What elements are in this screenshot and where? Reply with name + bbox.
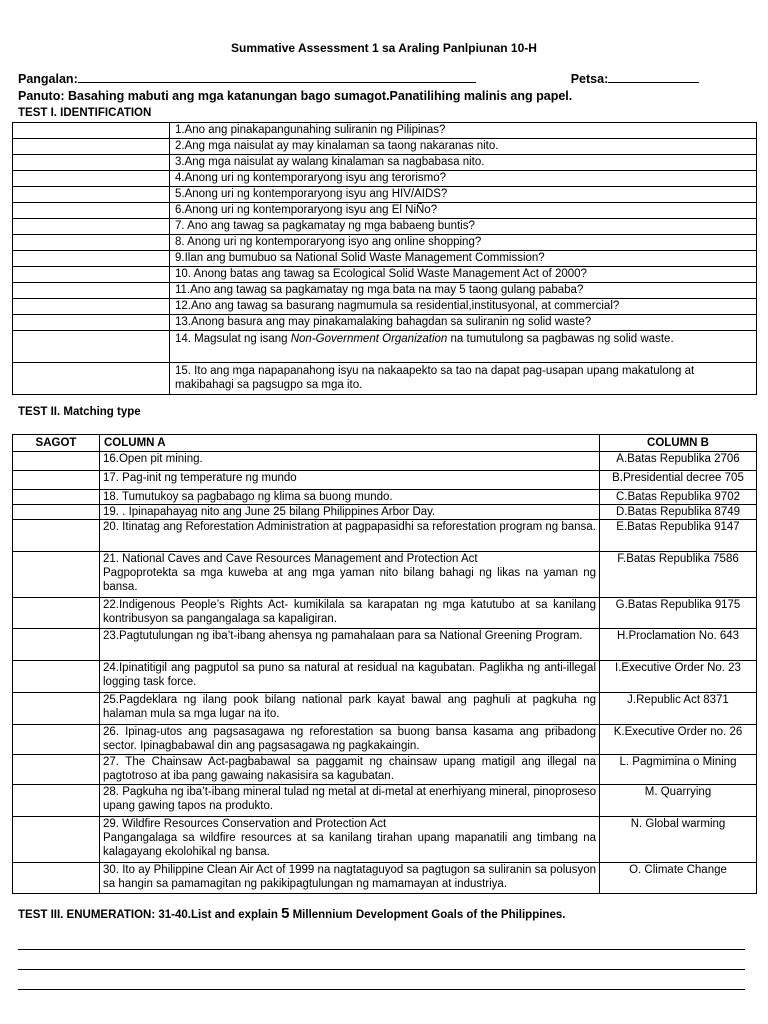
date-label: Petsa: xyxy=(570,72,609,86)
test1-title: TEST I. IDENTIFICATION xyxy=(18,107,152,119)
answer-cell[interactable] xyxy=(13,331,170,363)
identification-row xyxy=(13,171,757,187)
column-b-item: I.Executive Order No. 23 xyxy=(600,661,757,693)
question-text: 2.Ang mga naisulat ay may kinalaman sa taong nakaranas nito. xyxy=(170,139,757,155)
column-b-header: COLUMN B xyxy=(600,435,757,452)
name-field[interactable] xyxy=(78,71,476,83)
column-a-text: 17. Pag-init ng temperature ng mundo xyxy=(103,472,297,484)
item14-post: na tumutulong sa pagbawas ng solid waste. xyxy=(447,333,674,345)
answer-cell[interactable] xyxy=(13,203,170,219)
question-text: 8. Anong uri ng kontemporaryong isyo ang online shopping? xyxy=(170,235,757,251)
matching-row xyxy=(13,471,757,490)
column-a-item xyxy=(100,661,600,693)
sagot-cell[interactable] xyxy=(13,598,100,629)
column-a-text: 29. Wildfire Resources Conservation and Protection Act xyxy=(103,818,387,830)
question-text: 11.Ano ang tawag sa pagkamatay ng mga bata na may 5 taong gulang pababa? xyxy=(170,283,757,299)
column-a-item xyxy=(100,725,600,755)
item14-emphasis: Non-Government Organization xyxy=(290,333,448,345)
instructions: Panuto: Basahing mabuti ang mga katanungan bago sumagot.Panatilihing malinis ang papel. xyxy=(18,89,573,103)
sagot-cell[interactable] xyxy=(13,661,100,693)
column-a-text: 19. . Ipinapahayag nito ang June 25 bilang Philippines Arbor Day. xyxy=(103,506,436,518)
column-a-text: 26. Ipinag-utos ang pagsasagawa ng reforestation sa buong bansa kasama ang pribadong sector. Ipinagbabawal din ang pagsasagawa ng pagkakaingin. xyxy=(103,726,596,752)
identification-row xyxy=(13,363,757,395)
column-a-text: 25.Pagdeklara ng ilang pook bilang national park kayat bawal ang paghuli at pagkuha ng halaman mula sa mga lugar na ito. xyxy=(103,694,596,720)
question-text xyxy=(170,331,757,363)
matching-row xyxy=(13,598,757,629)
answer-line[interactable] xyxy=(18,950,745,970)
name-label: Pangalan: xyxy=(18,72,78,86)
item14-pre: 14. Magsulat ng isang xyxy=(175,333,291,345)
test3-title-pre: TEST III. ENUMERATION: 31-40.List and explain xyxy=(18,909,282,921)
column-a-text: 27. The Chainsaw Act-pagbabawal sa paggamit ng chainsaw upang matigil ang illegal na pagtotroso at iba pang gawaing nakasisira sa kagubatan. xyxy=(103,756,596,782)
column-a-item xyxy=(100,452,600,471)
column-b-item: K.Executive Order no. 26 xyxy=(600,725,757,755)
page-title: Summative Assessment 1 sa Araling Panlpiunan 10-H xyxy=(231,41,537,55)
column-a-item xyxy=(100,552,600,598)
answer-line[interactable] xyxy=(18,930,745,950)
question-text: 5.Anong uri ng kontemporaryong isyu ang HIV/AIDS? xyxy=(170,187,757,203)
matching-row xyxy=(13,452,757,471)
matching-row xyxy=(13,552,757,598)
column-b-item: B.Presidential decree 705 xyxy=(600,471,757,490)
sagot-cell[interactable] xyxy=(13,629,100,661)
column-b-item: M. Quarrying xyxy=(600,785,757,817)
test3-title-number: 5 xyxy=(281,905,290,922)
column-a-item xyxy=(100,629,600,661)
matching-row xyxy=(13,505,757,520)
column-b-item: C.Batas Republika 9702 xyxy=(600,490,757,505)
sagot-cell[interactable] xyxy=(13,863,100,894)
column-a-item xyxy=(100,785,600,817)
column-a-header: COLUMN A xyxy=(100,435,600,452)
identification-row xyxy=(13,235,757,251)
identification-row xyxy=(13,187,757,203)
identification-row xyxy=(13,123,757,139)
sagot-cell[interactable] xyxy=(13,505,100,520)
answer-cell[interactable] xyxy=(13,235,170,251)
column-b-item: N. Global warming xyxy=(600,817,757,863)
question-text: 3.Ang mga naisulat ay walang kinalaman sa nagbabasa nito. xyxy=(170,155,757,171)
question-text: 7. Ano ang tawag sa pagkamatay ng mga babaeng buntis? xyxy=(170,219,757,235)
column-a-text: 16.Open pit mining. xyxy=(103,453,203,465)
column-a-item xyxy=(100,693,600,725)
identification-row xyxy=(13,203,757,219)
sagot-cell[interactable] xyxy=(13,785,100,817)
column-a-item xyxy=(100,505,600,520)
column-b-item: H.Proclamation No. 643 xyxy=(600,629,757,661)
answer-cell[interactable] xyxy=(13,155,170,171)
answer-cell[interactable] xyxy=(13,315,170,331)
sagot-cell[interactable] xyxy=(13,490,100,505)
enumeration-answer-lines xyxy=(18,930,745,990)
answer-cell[interactable] xyxy=(13,219,170,235)
column-b-item: G.Batas Republika 9175 xyxy=(600,598,757,629)
sagot-cell[interactable] xyxy=(13,520,100,552)
date-field[interactable] xyxy=(608,71,699,83)
sagot-cell[interactable] xyxy=(13,452,100,471)
test2-title: TEST II. Matching type xyxy=(18,406,141,418)
question-text: 15. Ito ang mga napapanahong isyu na nakaapekto sa tao na dapat pag-usapan upang makatulong at makibahagi sa pagsugpo sa mga ito. xyxy=(170,363,757,395)
matching-row xyxy=(13,693,757,725)
column-a-item xyxy=(100,490,600,505)
identification-row xyxy=(13,331,757,363)
answer-cell[interactable] xyxy=(13,283,170,299)
sagot-cell[interactable] xyxy=(13,693,100,725)
column-b-item: A.Batas Republika 2706 xyxy=(600,452,757,471)
column-a-text: 24.Ipinatitigil ang pagputol sa puno sa natural at residual na kagubatan. Paglikha ng anti-illegal logging task force. xyxy=(103,662,596,688)
column-a-item xyxy=(100,520,600,552)
answer-cell[interactable] xyxy=(13,187,170,203)
column-a-text: 18. Tumutukoy sa pagbabago ng klima sa buong mundo. xyxy=(103,491,393,503)
answer-cell[interactable] xyxy=(13,171,170,187)
matching-row xyxy=(13,755,757,785)
question-text: 10. Anong batas ang tawag sa Ecological Solid Waste Management Act of 2000? xyxy=(170,267,757,283)
column-b-item: F.Batas Republika 7586 xyxy=(600,552,757,598)
matching-row xyxy=(13,817,757,863)
column-a-detail: Pangangalaga sa wildfire resources at sa kanilang tirahan upang mapanatili ang timbang na kalagayang ekolohikal ng bansa. xyxy=(103,832,596,858)
identification-row xyxy=(13,219,757,235)
identification-row xyxy=(13,315,757,331)
identification-row xyxy=(13,251,757,267)
identification-table xyxy=(12,122,757,395)
answer-cell[interactable] xyxy=(13,251,170,267)
answer-cell[interactable] xyxy=(13,267,170,283)
answer-cell[interactable] xyxy=(13,123,170,139)
column-b-item: J.Republic Act 8371 xyxy=(600,693,757,725)
answer-line[interactable] xyxy=(18,970,745,990)
column-a-text: 28. Pagkuha ng iba’t-ibang mineral tulad ng metal at di-metal at enerhiyang mineral, pinoproseso upang gawing tapos na produkto. xyxy=(103,786,596,812)
column-a-text: 22.Indigenous People’s Rights Act- kumikilala sa karapatan ng mga katutubo at sa kanilang kontribusyon sa pangangalaga sa kapaligiran. xyxy=(103,599,596,625)
answer-header: SAGOT xyxy=(13,435,100,452)
column-a-text: 21. National Caves and Cave Resources Management and Protection Act xyxy=(103,553,478,565)
name-date-row xyxy=(18,71,699,86)
column-b-item: E.Batas Republika 9147 xyxy=(600,520,757,552)
identification-row xyxy=(13,155,757,171)
identification-row xyxy=(13,139,757,155)
sagot-cell[interactable] xyxy=(13,725,100,755)
column-a-detail: Pagpoprotekta sa mga kuweba at ang mga yaman nito bilang bahagi ng likas na yaman ng bansa. xyxy=(103,567,596,593)
matching-header-row xyxy=(13,435,757,452)
matching-row xyxy=(13,520,757,552)
identification-row xyxy=(13,283,757,299)
matching-row xyxy=(13,785,757,817)
test3-title xyxy=(18,905,565,922)
sagot-cell[interactable] xyxy=(13,817,100,863)
question-text: 6.Anong uri ng kontemporaryong isyu ang El NiÑo? xyxy=(170,203,757,219)
sagot-cell[interactable] xyxy=(13,755,100,785)
column-b-item: O. Climate Change xyxy=(600,863,757,894)
answer-cell[interactable] xyxy=(13,363,170,395)
column-a-item xyxy=(100,598,600,629)
question-text: 9.Ilan ang bumubuo sa National Solid Waste Management Commission? xyxy=(170,251,757,267)
column-a-text: 30. Ito ay Philippine Clean Air Act of 1999 na nagtataguyod sa pagtugon sa suliranin sa polusyon sa hangin sa pamamagitan ng pakikipagtulungan ng mamamayan at industriya. xyxy=(103,864,596,890)
answer-cell[interactable] xyxy=(13,139,170,155)
matching-row xyxy=(13,661,757,693)
identification-row xyxy=(13,299,757,315)
column-a-item xyxy=(100,755,600,785)
question-text: 1.Ano ang pinakapangunahing suliranin ng Pilipinas? xyxy=(170,123,757,139)
question-text: 13.Anong basura ang may pinakamalaking bahagdan sa suliranin ng solid waste? xyxy=(170,315,757,331)
question-text: 4.Anong uri ng kontemporaryong isyu ang terorismo? xyxy=(170,171,757,187)
column-a-text: 20. Itinatag ang Reforestation Administration at pagpapasidhi sa reforestation program ng bansa. xyxy=(103,521,596,533)
column-a-text: 23.Pagtutulungan ng iba’t-ibang ahensya ng pamahalaan para sa National Greening Program. xyxy=(103,630,583,642)
sagot-cell[interactable] xyxy=(13,552,100,598)
column-a-item xyxy=(100,863,600,894)
column-a-item xyxy=(100,817,600,863)
column-b-item: L. Pagmimina o Mining xyxy=(600,755,757,785)
question-text: 12.Ano ang tawag sa basurang nagmumula sa residential,institusyonal, at commercial? xyxy=(170,299,757,315)
matching-row xyxy=(13,629,757,661)
answer-cell[interactable] xyxy=(13,299,170,315)
matching-row xyxy=(13,725,757,755)
test3-title-post: Millennium Development Goals of the Philippines. xyxy=(289,909,566,921)
identification-row xyxy=(13,267,757,283)
matching-table xyxy=(12,434,757,894)
matching-row xyxy=(13,863,757,894)
column-a-item xyxy=(100,471,600,490)
matching-row xyxy=(13,490,757,505)
column-b-item: D.Batas Republika 8749 xyxy=(600,505,757,520)
sagot-cell[interactable] xyxy=(13,471,100,490)
